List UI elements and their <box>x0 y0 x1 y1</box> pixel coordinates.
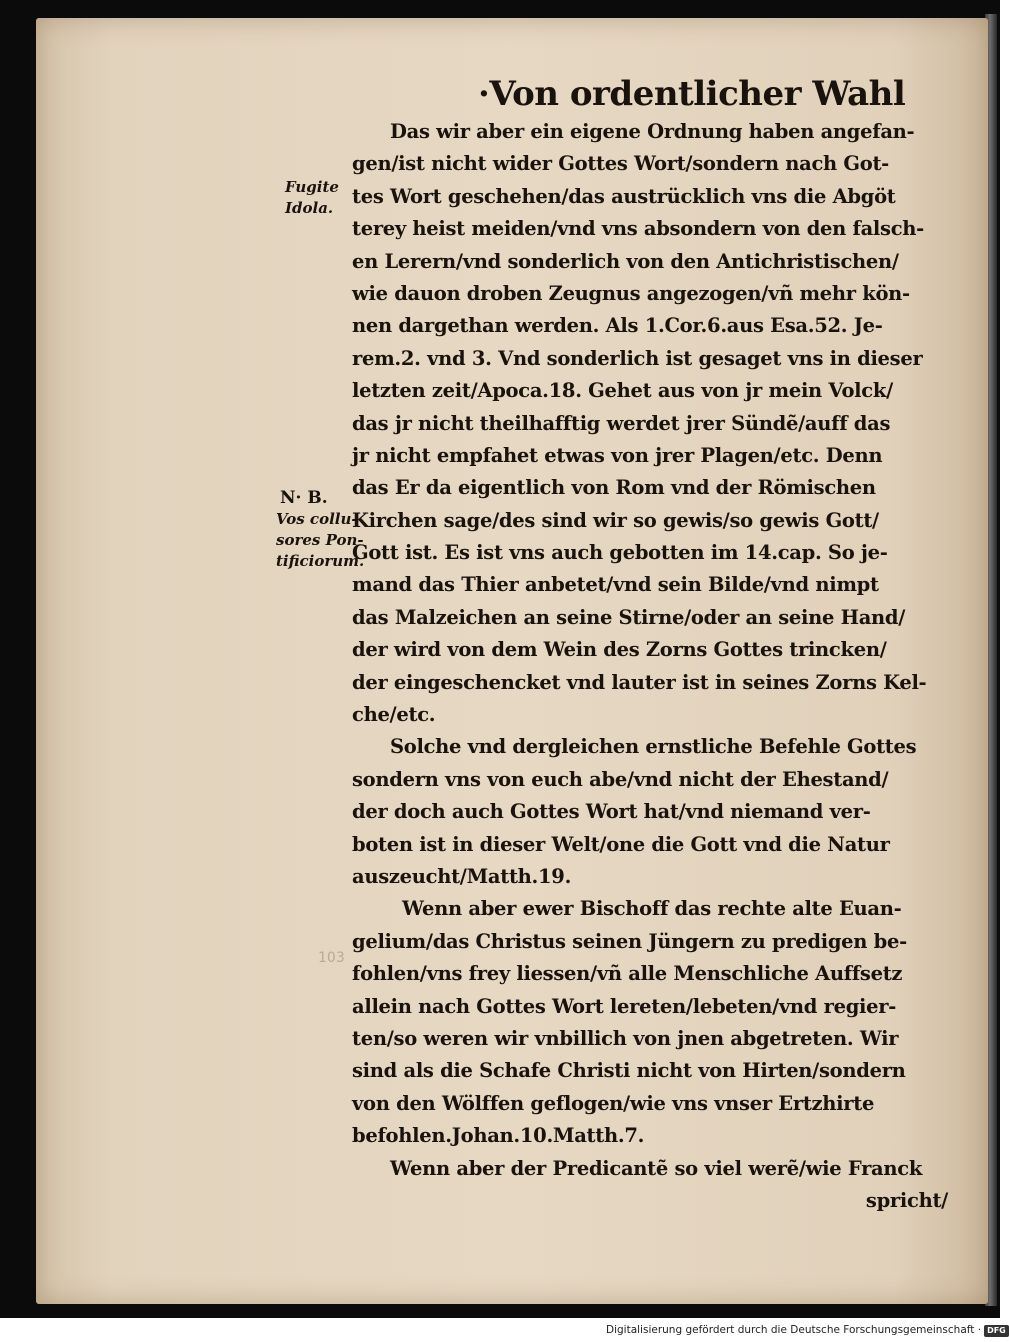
text-line: letzten zeit/Apoca.18. Gehet aus von jr mein Volck/ <box>352 379 893 403</box>
text-line: Gott ist. Es ist vns auch gebotten im 14.cap. So je- <box>352 541 888 565</box>
text-line: sondern vns von euch abe/vnd nicht der Ehestand/ <box>352 767 889 791</box>
digitization-credit <box>606 1324 1006 1340</box>
marginal-line: N· B. <box>280 488 328 508</box>
text-line: Wenn aber ewer Bischoff das rechte alte Euan- <box>402 897 902 921</box>
text-line: gelium/das Christus seinen Jüngern zu predigen be- <box>352 929 907 953</box>
marginal-line: Fugite <box>285 178 339 196</box>
text-line: wie dauon droben Zeugnus angezogen/vñ mehr kön- <box>352 281 910 305</box>
marginal-line: sores Pon- <box>276 531 364 549</box>
text-line: tes Wort geschehen/das austrücklich vns die Abgöt <box>352 184 896 208</box>
text-line: der eingeschencket vnd lauter ist in seines Zorns Kel- <box>352 670 927 694</box>
text-line: gen/ist nicht wider Gottes Wort/sondern nach Got- <box>352 152 889 176</box>
text-line: Solche vnd dergleichen ernstliche Befehle Gottes <box>390 735 917 759</box>
text-line: rem.2. vnd 3. Vnd sonderlich ist gesaget vns in dieser <box>352 346 923 370</box>
text-line: che/etc. <box>352 703 436 727</box>
text-line: der doch auch Gottes Wort hat/vnd niemand ver- <box>352 800 871 824</box>
text-line: allein nach Gottes Wort lereten/lebeten/vnd regier- <box>352 994 897 1018</box>
text-line: Das wir aber ein eigene Ordnung haben angefan- <box>390 120 915 143</box>
text-line: boten ist in dieser Welt/one die Gott vnd die Natur <box>352 832 890 856</box>
text-line: mand das Thier anbetet/vnd sein Bilde/vnd nimpt <box>352 573 879 597</box>
body-text <box>352 116 952 1212</box>
text-line: sind als die Schafe Christi nicht von Hirten/sondern <box>352 1059 906 1083</box>
pencil-page-mark: 103 <box>318 950 345 966</box>
marginal-line: tificiorum. <box>276 552 365 570</box>
marginal-note-nota-bene <box>276 488 365 572</box>
text-line: ten/so weren wir vnbillich von jnen abgetreten. Wir <box>352 1026 899 1050</box>
text-line: das Malzeichen an seine Stirne/oder an seine Hand/ <box>352 605 906 629</box>
catchword: spricht/ <box>865 1188 948 1212</box>
text-line: das jr nicht theilhafftig werdet jrer Sündẽ/auff das <box>352 411 891 435</box>
text-line: befohlen.Johan.10.Matth.7. <box>352 1124 645 1148</box>
text-line: fohlen/vns frey liessen/vñ alle Menschliche Auffsetz <box>352 962 903 986</box>
text-line: das Er da eigentlich von Rom vnd der Römischen <box>352 476 876 500</box>
text-line: auszeucht/Matth.19. <box>352 864 572 888</box>
text-line: der wird von dem Wein des Zorns Gottes trincken/ <box>352 638 887 662</box>
text-line: jr nicht empfahet etwas von jrer Plagen/etc. Denn <box>352 443 883 467</box>
marginal-line: Vos collu- <box>276 510 358 528</box>
marginal-line: Idola. <box>285 199 334 217</box>
running-title: ·Von ordentlicher Wahl <box>478 74 906 114</box>
text-line: von den Wölffen geflogen/wie vns vnser Ertzhirte <box>352 1091 875 1115</box>
dfg-logo: DFG <box>984 1325 1009 1337</box>
text-line: en Lerern/vnd sonderlich von den Antichristischen/ <box>352 249 899 273</box>
text-line: Wenn aber der Predicantẽ so viel werẽ/wie Franck <box>390 1156 923 1180</box>
text-line: Kirchen sage/des sind wir so gewis/so gewis Gott/ <box>352 508 879 532</box>
marginal-note-fugite-idola <box>285 177 351 219</box>
text-line: nen dargethan werden. Als 1.Cor.6.aus Esa.52. Je- <box>352 314 883 338</box>
credit-text: Digitalisierung gefördert durch die Deutsche Forschungsgemeinschaft · <box>606 1324 982 1336</box>
text-line: terey heist meiden/vnd vns absondern von den falsch- <box>352 217 924 241</box>
